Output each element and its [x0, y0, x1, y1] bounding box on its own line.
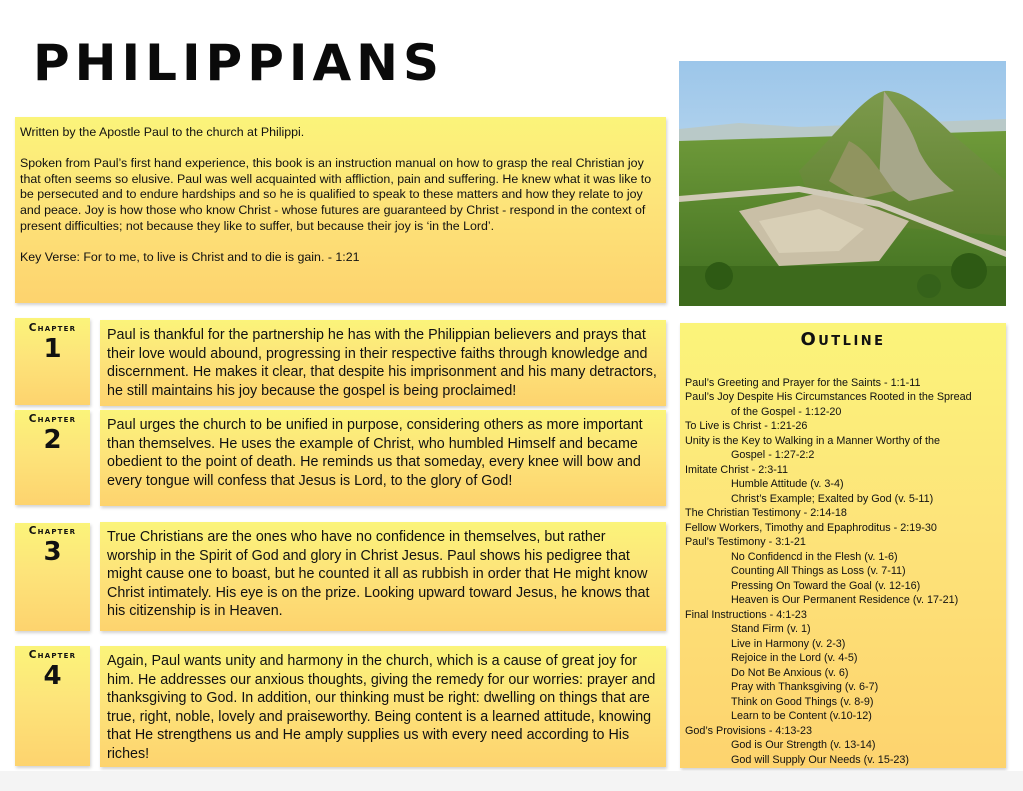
outline-item: Paul’s Testimony - 3:1-21	[685, 536, 806, 548]
intro-box	[15, 117, 666, 303]
chapter-3-label	[15, 525, 90, 567]
outline-item: Paul’s Greeting and Prayer for the Saints - 1:1-11	[685, 376, 921, 389]
outline-item: Do Not Be Anxious (v. 6)	[731, 666, 849, 679]
chapter-number: 2	[43, 425, 62, 455]
outline-item: Unity is the Key to Walking in a Manner Worthy of the	[685, 434, 941, 447]
outline-item: God’s Provisions - 4:13-23	[685, 724, 813, 737]
philippi-landscape-photo	[679, 61, 1006, 306]
outline-item: Pray with Thanksgiving (v. 6-7)	[731, 681, 879, 693]
chapter-number: 4	[43, 661, 62, 691]
chapter-1-label	[15, 322, 90, 364]
outline-item: Christ’s Example; Exalted by God (v. 5-11)	[731, 492, 934, 505]
outline-title: Outline	[800, 329, 886, 350]
outline-item: Stand Firm (v. 1)	[731, 623, 811, 635]
outline-item: Counting All Things as Loss (v. 7-11)	[731, 565, 906, 577]
chapter-number: 1	[43, 334, 62, 364]
footer-bar	[0, 771, 1023, 791]
outline-item: The Christian Testimony - 2:14-18	[685, 507, 847, 519]
chapter-number: 3	[43, 537, 62, 567]
chapter-2-summary: Paul urges the church to be unified in purpose, considering others as more important than themselves. He uses the example of Christ, who humbled Himself and became obedient to the point of death. He reminds us that someday, every knee will bow and every tongue will confess that Jesus is Lord, to the glory of God!	[100, 410, 666, 506]
outline-item: Heaven is Our Permanent Residence (v. 17-21)	[731, 594, 959, 606]
outline-item: Think on Good Things (v. 8-9)	[731, 695, 874, 708]
chapter-4-summary: Again, Paul wants unity and harmony in the church, which is a cause of great joy for him. He addresses our anxious thoughts, giving the remedy for our worries: prayer and thanksgiving to God. In addition, our thinking must be right: dwelling on things that are true, right, noble, lovely and praiseworthy. Being content is a learned attitude, knowing that He strengthens us and He amply supplies us with every need according to His riches!	[100, 646, 666, 767]
chapter-word: Chapter	[28, 649, 77, 661]
page-title: PHILIPPIANS	[33, 34, 445, 92]
chapter-1-summary: Paul is thankful for the partnership he has with the Philippian believers and prays that their love would abound, progressing in their respective faiths through knowledge and discernment. He makes it clear, that despite his imprisonment and his many detractors, he still maintains his joy because the gospel is being proclaimed!	[100, 320, 666, 406]
outline-item: Learn to be Content (v.10-12)	[731, 710, 872, 722]
chapter-word: Chapter	[28, 413, 77, 425]
outline-item: Rejoice in the Lord (v. 4-5)	[731, 652, 858, 664]
outline-item: Live in Harmony (v. 2-3)	[731, 637, 846, 650]
intro-author: Written by the Apostle Paul to the church at Philippi.	[20, 125, 305, 139]
chapter-word: Chapter	[28, 322, 77, 334]
outline-item: No Confidencd in the Flesh (v. 1-6)	[731, 550, 898, 563]
chapter-2-label	[15, 413, 90, 455]
outline-item: Pressing On Toward the Goal (v. 12-16)	[731, 579, 921, 592]
outline-item: To Live is Christ - 1:21-26	[685, 420, 808, 432]
intro-summary: Spoken from Paul’s first hand experience, this book is an instruction manual on how to grasp the real Christian joy that often seems so elusive. Paul was well acquainted with affliction, pain and suffering. He knew what it was like to be persecuted and to endure hardships and so he is qualified to speak to these matters and how they relate to joy and peace. Joy is how those who know Christ - whose futures are guaranteed by Christ - respond in the context of present difficulties; not because they like to suffer, but because their joy is ‘in the Lord’.	[20, 156, 652, 233]
chapter-word: Chapter	[28, 525, 77, 537]
outline-item: Imitate Christ - 2:3-11	[685, 463, 789, 476]
outline-item: Humble Attitude (v. 3-4)	[731, 478, 844, 490]
outline-item: God is Our Strength (v. 13-14)	[731, 739, 876, 751]
outline-box	[680, 323, 1006, 768]
outline-list	[685, 376, 1001, 768]
outline-item: Fellow Workers, Timothy and Epaphroditus - 2:19-30	[685, 521, 937, 534]
outline-item: God will Supply Our Needs (v. 15-23)	[731, 753, 910, 766]
outline-item: Gospel - 1:27-2:2	[731, 449, 815, 461]
outline-item: Final Instructions - 4:1-23	[685, 608, 807, 621]
chapter-3-summary: True Christians are the ones who have no confidence in themselves, but rather worship in the Spirit of God and glory in Christ Jesus. Paul shows his pedigree that might cause one to boast, but he counted it all as rubbish in order that He might know Christ intimately. His eye is on the prize. Looking upward toward Jesus, he knows that his citizenship is in Heaven.	[100, 522, 666, 631]
outline-item: of the Gospel - 1:12-20	[731, 405, 842, 418]
outline-item: Paul’s Joy Despite His Circumstances Rooted in the Spread	[685, 391, 972, 403]
chapter-4-label	[15, 649, 90, 691]
key-verse: Key Verse: For to me, to live is Christ and to die is gain. - 1:21	[20, 249, 360, 264]
